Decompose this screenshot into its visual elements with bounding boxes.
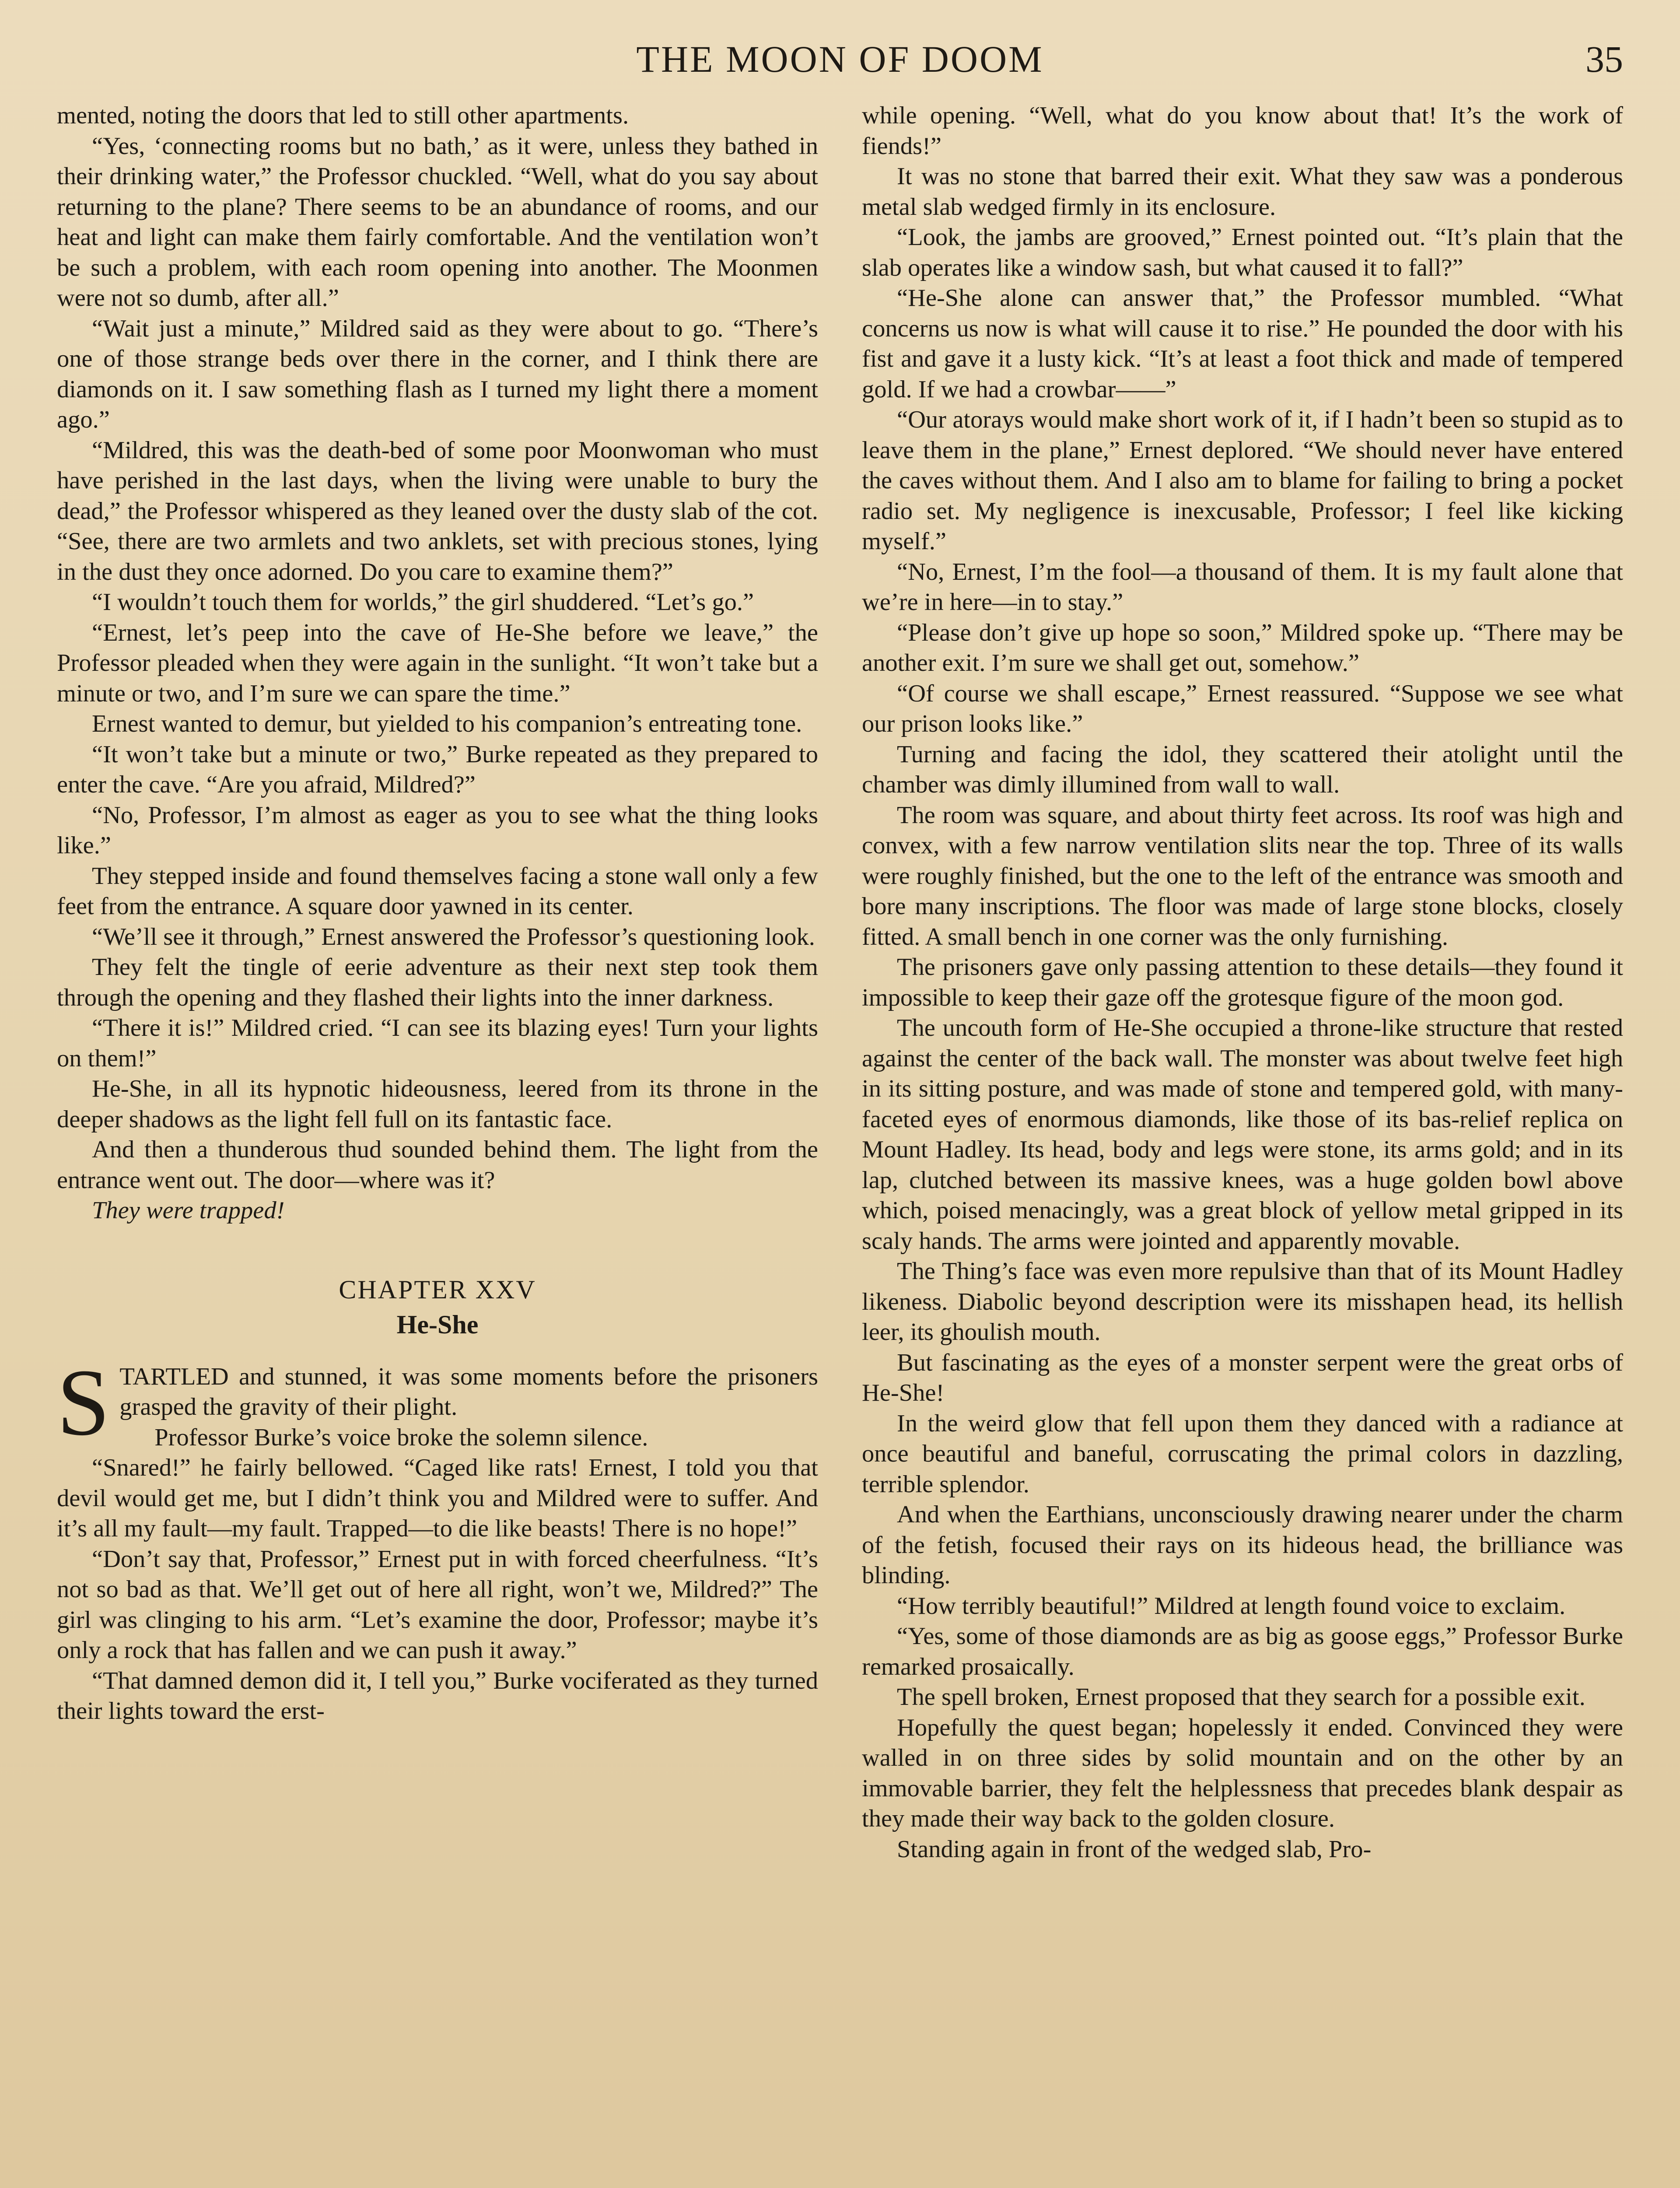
paragraph: Ernest wanted to demur, but yielded to his companion’s entreating tone.: [92, 710, 802, 737]
paragraph: “Ernest, let’s peep into the cave of He-She before we leave,” the Professor pleaded when they were again in the sunlight. “It won’t take but a minute or two, and I’m sure we can spare the time.”: [57, 619, 818, 707]
paragraph: “He-She alone can answer that,” the Professor mumbled. “What concerns us now is what will cause it to rise.” He pounded the door with his fist and gave it a lusty kick. “It’s at least a foot thick and made of tempered gold. If we had a crowbar——”: [862, 284, 1623, 403]
paragraph: mented, noting the doors that led to still other apartments.: [57, 102, 629, 129]
paragraph: The prisoners gave only passing attention to these details—they found it impossible to keep their gaze off the grotesque figure of the moon god.: [862, 954, 1623, 1011]
paragraph: In the weird glow that fell upon them they danced with a radiance at once beautiful and baneful, corruscating the primal colors in dazzling, terrible splendor.: [862, 1410, 1623, 1498]
paragraph: But fascinating as the eyes of a monster serpent were the great orbs of He-She!: [862, 1349, 1623, 1406]
paragraph: The spell broken, Ernest proposed that they search for a possible exit.: [897, 1683, 1586, 1711]
paragraph: The room was square, and about thirty feet across. Its roof was high and convex, with a few narrow ventilation slits near the top. Three of its walls were roughly finished, but the one to the left of the entrance was smooth and bore many inscriptions. The floor was made of large stone blocks, closely fitted. A small bench in one corner was the only furnishing.: [862, 801, 1623, 950]
paragraph: “No, Ernest, I’m the fool—a thousand of them. It is my fault alone that we’re in here—in to stay.”: [862, 558, 1623, 616]
paragraph: Professor Burke’s voice broke the solemn silence.: [154, 1424, 648, 1451]
paragraph: “There it is!” Mildred cried. “I can see its blazing eyes! Turn your lights on them!”: [57, 1014, 818, 1072]
right-column: [862, 101, 1623, 1865]
text-columns: [57, 101, 1623, 1865]
paragraph: “I wouldn’t touch them for worlds,” the girl shuddered. “Let’s go.”: [92, 589, 754, 616]
left-paragraphs-after-chapter: [57, 1423, 818, 1727]
paragraph: “Look, the jambs are grooved,” Ernest pointed out. “It’s plain that the slab operates like a window sash, but what caused it to fall?”: [862, 224, 1623, 281]
left-column: [57, 101, 818, 1865]
paragraph: It was no stone that barred their exit. What they saw was a ponderous metal slab wedged firmly in its enclosure.: [862, 163, 1623, 221]
paragraph: The uncouth form of He-She occupied a throne-like structure that rested against the center of the back wall. The monster was about twelve feet high in its sitting posture, and was made of stone and tempered gold, with many-faceted eyes of enormous diamonds, like those of its bas-relief replica on Mount Hadley. Its head, body and legs were stone, its arms gold; and in its lap, clutched between its massive knees, was a huge golden bowl above which, poised menacingly, was a great block of yellow metal gripped in its scaly hands. The arms were jointed and apparently movable.: [862, 1014, 1623, 1255]
chapter-subtitle: He-She: [396, 1310, 479, 1339]
paragraph: “Don’t say that, Professor,” Ernest put in with forced cheerfulness. “It’s not so bad as that. We’ll get out of here all right, won’t we, Mildred?” The girl was clinging to his arm. “Let’s examine the door, Professor; maybe it’s only a rock that has fallen and we can push it away.”: [57, 1545, 818, 1664]
paragraph: “We’ll see it through,” Ernest answered the Professor’s questioning look.: [92, 923, 815, 950]
paragraph: “How terribly beautiful!” Mildred at length found voice to exclaim.: [897, 1592, 1566, 1620]
paragraph: Hopefully the quest began; hopelessly it ended. Convinced they were walled in on three sides by solid mountain and on the other by an immovable barrier, they felt the helplessness that precedes blank despair as they made their way back to the golden closure.: [862, 1714, 1623, 1832]
running-head: THE MOON OF DOOM: [636, 38, 1044, 80]
paragraph: “It won’t take but a minute or two,” Burke repeated as they prepared to enter the cave. “Are you afraid, Mildred?”: [57, 740, 818, 798]
drop-cap-letter: S: [57, 1350, 110, 1455]
italic-line: They were trapped!: [92, 1197, 285, 1224]
paragraph: “That damned demon did it, I tell you,” Burke vociferated as they turned their lights toward the erst-: [57, 1667, 818, 1725]
page-number: 35: [1586, 38, 1623, 80]
paragraph: Standing again in front of the wedged slab, Pro-: [897, 1835, 1372, 1863]
right-column-continuation: while opening. “Well, what do you know about that! It’s the work of fiends!”: [862, 102, 1623, 160]
paragraph: “Yes, ‘connecting rooms but no bath,’ as it were, unless they bathed in their drinking water,” the Professor chuckled. “Well, what do you say about returning to the plane? There seems to be an abundance of rooms, and our heat and light can make them fairly comfortable. And the ventilation won’t be such a problem, with each room opening into another. The Moonmen were not so dumb, after all.”: [57, 132, 818, 312]
paragraph: The Thing’s face was even more repulsive than that of its Mount Hadley likeness. Diabolic beyond description were its misshapen head, its hellish leer, its ghoulish mouth.: [862, 1258, 1623, 1346]
left-paragraphs-before-chapter: [57, 101, 818, 1196]
paragraph: He-She, in all its hypnotic hideousness, leered from its throne in the deeper shadows as the light fell full on its fantastic face.: [57, 1075, 818, 1133]
paragraph: “Please don’t give up hope so soon,” Mildred spoke up. “There may be another exit. I’m sure we shall get out, somehow.”: [862, 619, 1623, 677]
paragraph: “Of course we shall escape,” Ernest reassured. “Suppose we see what our prison looks like.”: [862, 680, 1623, 737]
drop-cap-paragraph-text: TARTLED and stunned, it was some moments before the prisoners grasped the gravity of their plight.: [119, 1363, 818, 1420]
paragraph: “Snared!” he fairly bellowed. “Caged like rats! Ernest, I told you that devil would get me, but I didn’t think you and Mildred were to suffer. And it’s all my fault—my fault. Trapped—to die like beasts! There is no hope!”: [57, 1454, 818, 1542]
paragraph: And when the Earthians, unconsciously drawing nearer under the charm of the fetish, focused their rays on its hideous head, the brilliance was blinding.: [862, 1501, 1623, 1589]
paragraph: And then a thunderous thud sounded behind them. The light from the entrance went out. The door—where was it?: [57, 1136, 818, 1194]
paragraph: They stepped inside and found themselves facing a stone wall only a few feet from the entrance. A square door yawned in its center.: [57, 862, 818, 920]
paragraph: “Yes, some of those diamonds are as big as goose eggs,” Professor Burke remarked prosaically.: [862, 1623, 1623, 1680]
paragraph: Turning and facing the idol, they scattered their atolight until the chamber was dimly illumined from wall to wall.: [862, 740, 1623, 798]
paragraph: They felt the tingle of eerie adventure as their next step took them through the opening and they flashed their lights into the inner darkness.: [57, 954, 818, 1011]
paragraph: “No, Professor, I’m almost as eager as you to see what the thing looks like.”: [57, 801, 818, 859]
chapter-heading: CHAPTER XXV: [339, 1275, 536, 1304]
right-paragraphs: [862, 161, 1623, 1865]
paragraph: “Our atorays would make short work of it, if I hadn’t been so stupid as to leave them in the plane,” Ernest deplored. “We should never have entered the caves without them. And I also am to blame for failing to bring a pocket radio set. My negligence is inexcusable, Professor; I feel like kicking myself.”: [862, 406, 1623, 555]
page-header: [57, 31, 1623, 88]
paragraph: “Mildred, this was the death-bed of some poor Moonwoman who must have perished in the last days, when the living were unable to bury the dead,” the Professor whispered as they leaned over the dusty slab of the cot. “See, there are two armlets and two anklets, set with precious stones, lying in the dust they once adorned. Do you care to examine them?”: [57, 436, 818, 586]
paragraph: “Wait just a minute,” Mildred said as they were about to go. “There’s one of those strange beds over there in the corner, and I think there are diamonds on it. I saw something flash as I turned my light there a moment ago.”: [57, 315, 818, 433]
